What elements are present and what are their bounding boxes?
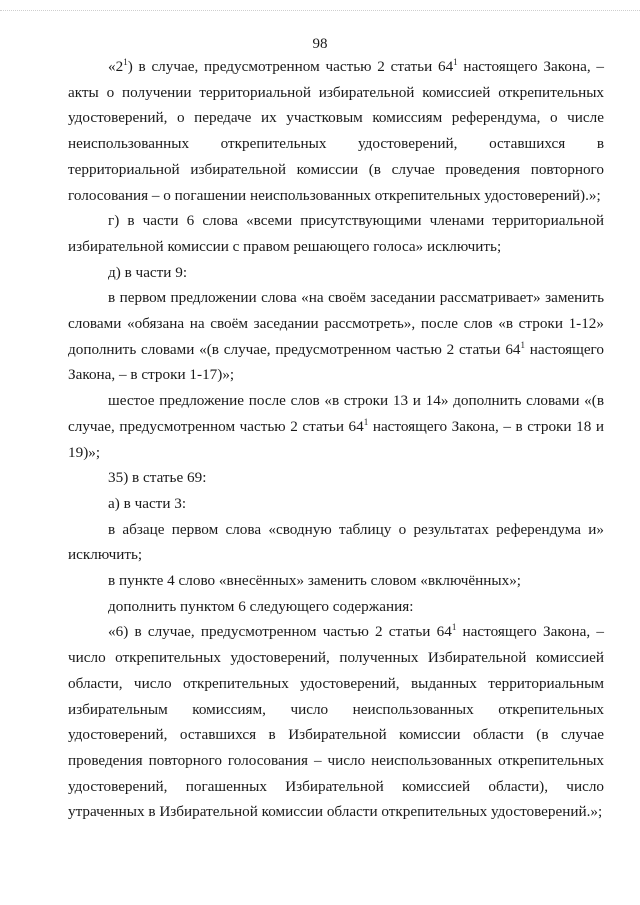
paragraph: в первом предложении слова «на своём заседании рассматривает» заменить словами «обязана на своём заседании рассмотреть», после слов «в строки 1-12» дополнить словами «(в случае, предусмотренном частью 2 статьи $64^1$ настоящего Закона, – в строки 1-17)»; xyxy=(68,289,605,384)
paragraph: г) в части 6 слова «всеми присутствующими членами территориальной избирательной комиссии с правом решающего голоса» исключить; xyxy=(68,212,604,255)
paragraph: дополнить пунктом 6 следующего содержания: xyxy=(108,597,414,615)
page-number: 98 xyxy=(312,36,328,52)
paragraph: в абзаце первом слова «сводную таблицу о результатах референдума и» исключить; xyxy=(68,520,604,564)
document-body xyxy=(68,54,604,825)
paragraph: «$2^1$) в случае, предусмотренном частью 2 статьи $64^1$ настоящего Закона, – акты о получении территориальной избирательной комиссией открепительных удостоверений, о передаче их участковым комиссиям референдума, о числе неиспользованных открепительных удостоверений, оставшихся в территориальной избирательной комиссии (в случае проведения повторного голосования – о погашении неиспользованных открепительных удостоверений).»; xyxy=(68,57,604,204)
paragraph: шестое предложение после слов «в строки 13 и 14» дополнить словами «(в случае, предусмотренном частью 2 статьи $64^1$ настоящего Закона, – в строки 18 и 19)»; xyxy=(68,392,604,461)
paragraph: д) в части 9: xyxy=(108,263,188,281)
paragraph: 35) в статье 69: xyxy=(108,469,207,487)
paragraph: «6) в случае, предусмотренном частью 2 статьи $64^1$ настоящего Закона, – число открепительных удостоверений, полученных Избирательной комиссией области, число открепительных удостоверений, выданных территориальным избирательным комиссиям, число неиспользованных открепительных удостоверений, оставшихся в Избирательной комиссии области (в случае проведения повторного голосования – число неиспользованных открепительных удостоверений, погашенных Избирательной комиссией области), число утраченных в Избирательной комиссии области открепительных удостоверений.»; xyxy=(68,622,604,821)
scan-edge-marks xyxy=(0,10,640,15)
paragraph: в пункте 4 слово «внесённых» заменить словом «включённых»; xyxy=(108,572,522,590)
paragraph: а) в части 3: xyxy=(108,494,187,512)
